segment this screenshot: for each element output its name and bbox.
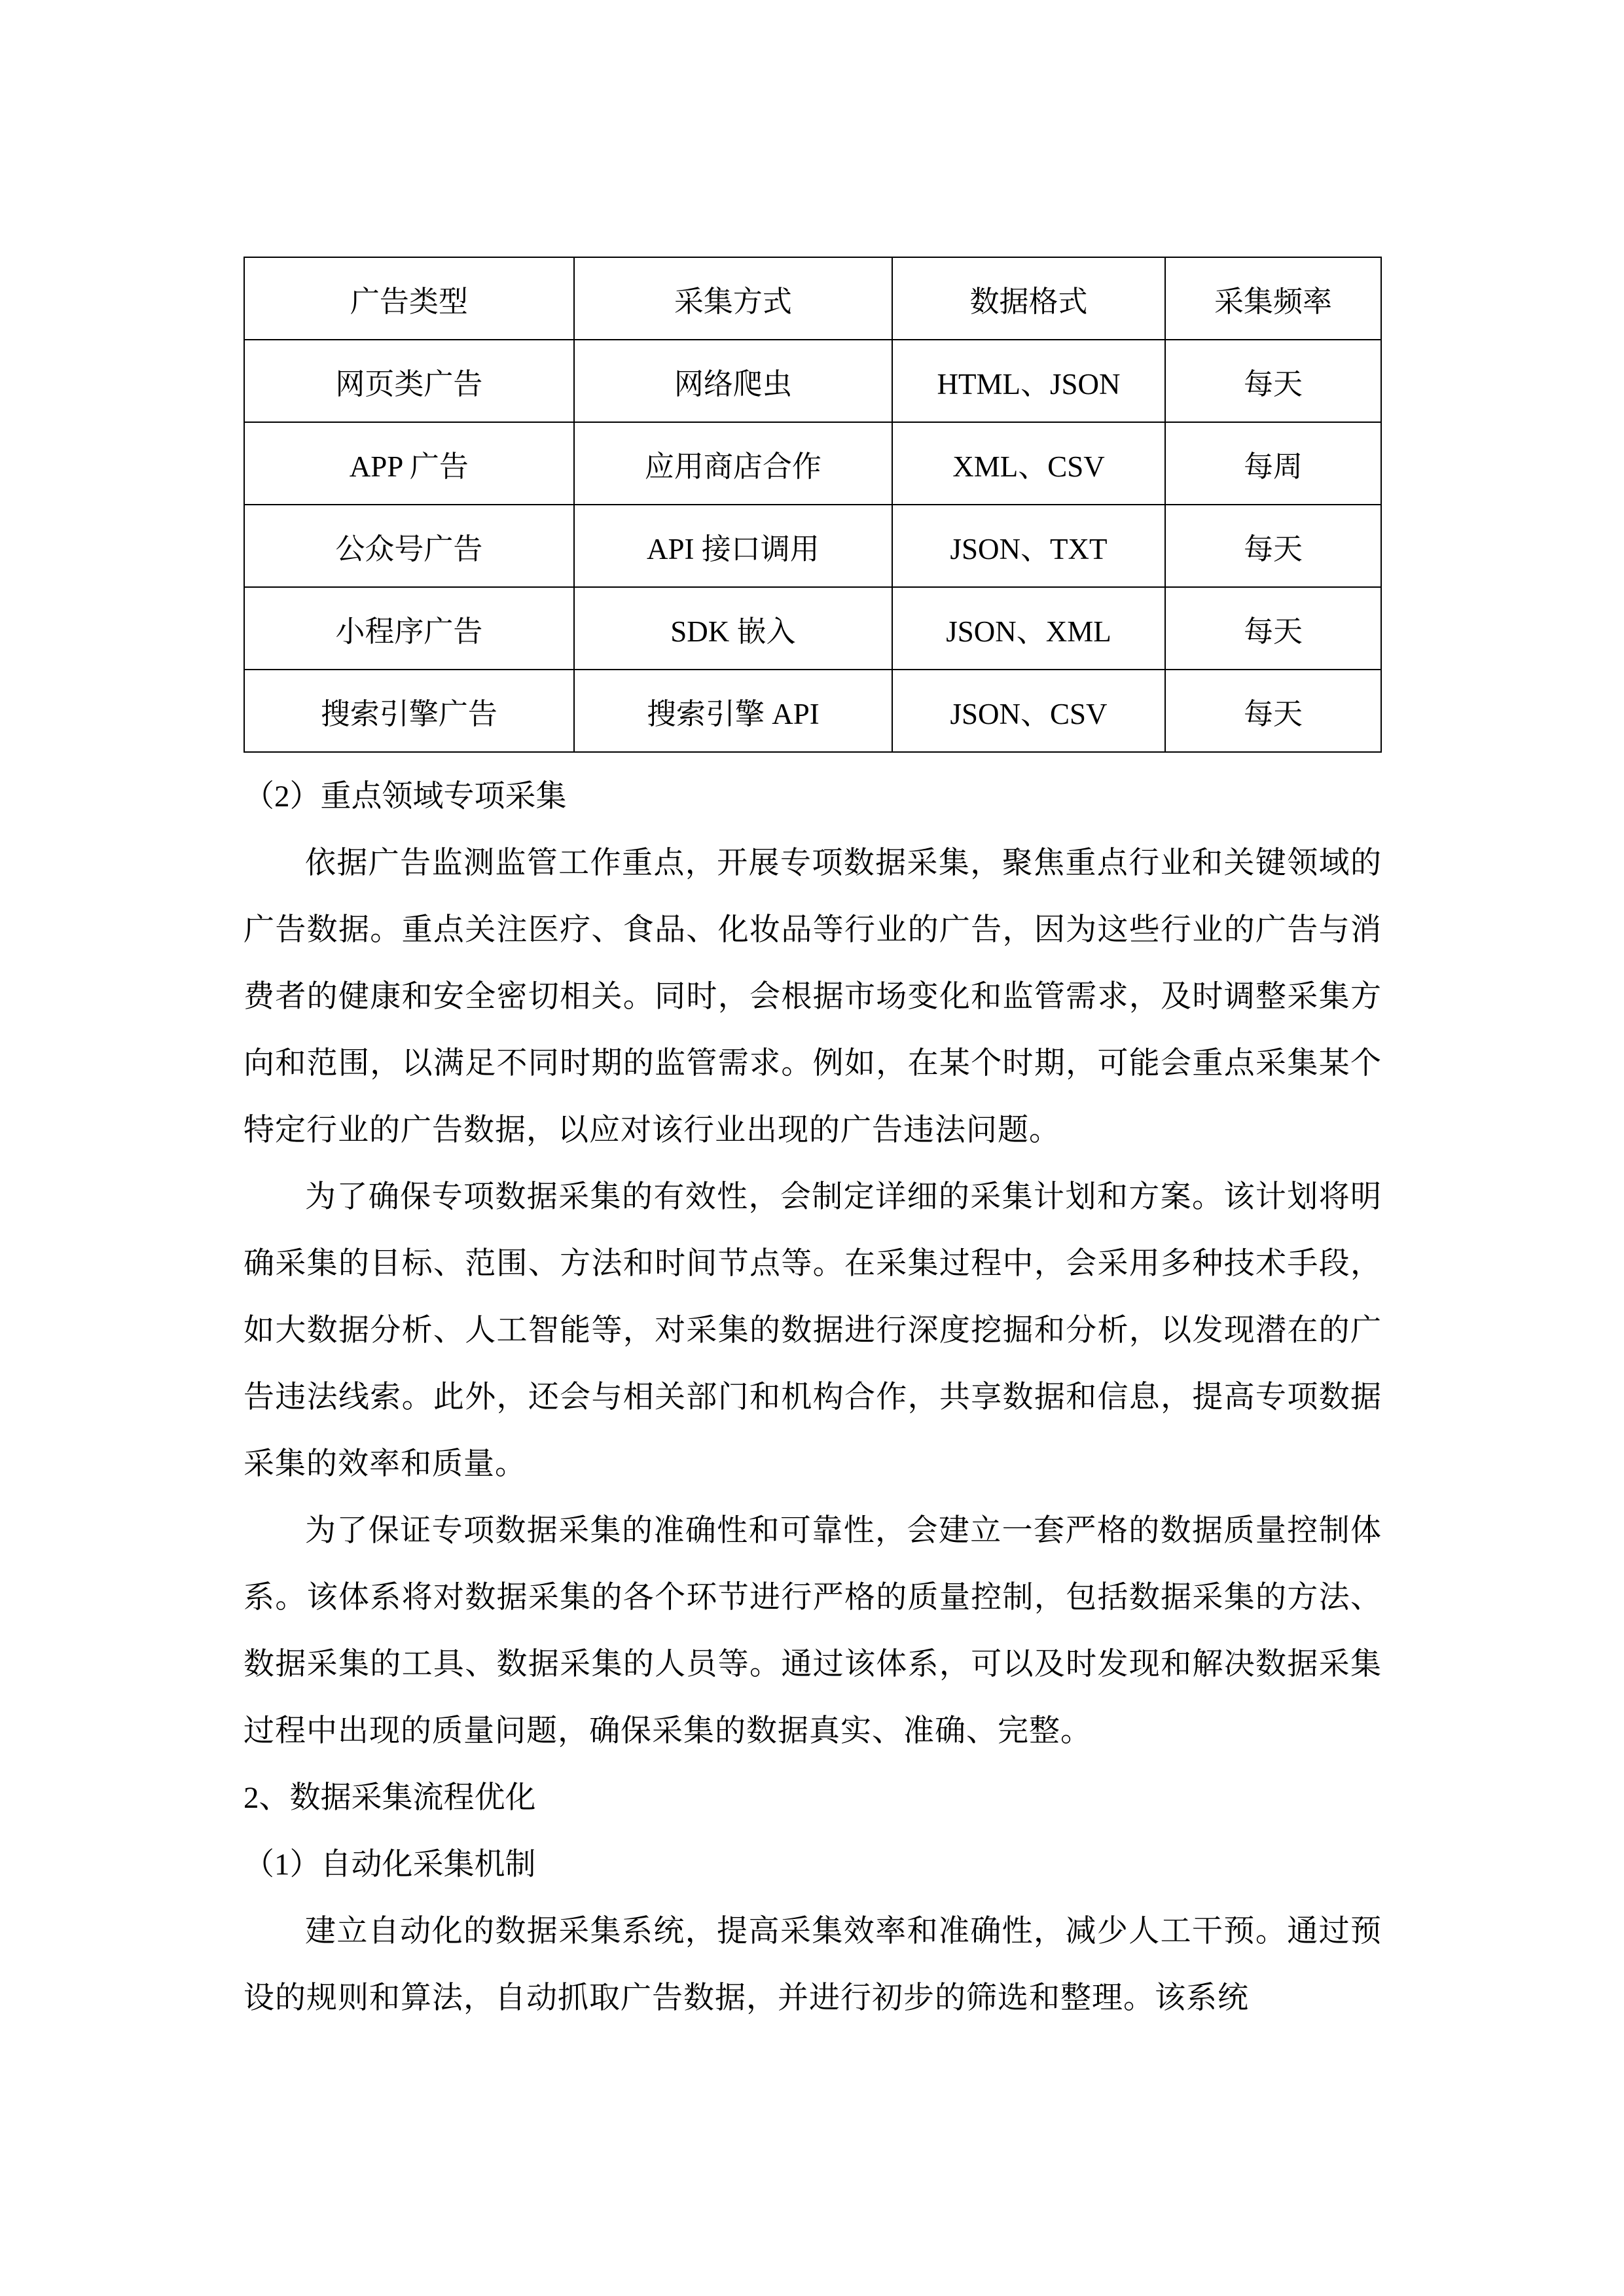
paragraph-automation-1: 建立自动化的数据采集系统，提高采集效率和准确性，减少人工干预。通过预设的规则和算法，自动抓取广告数据，并进行初步的筛选和整理。该系统 [244, 1914, 1382, 2015]
table-cell: 每天 [1165, 587, 1381, 670]
table-header-collection-method: 采集方式 [574, 257, 892, 340]
table-header-data-format: 数据格式 [892, 257, 1165, 340]
subsection-heading-special-collection: （2）重点领域专项采集 [244, 780, 567, 814]
table-cell: 公众号广告 [244, 505, 574, 587]
table-cell: 网络爬虫 [574, 340, 892, 422]
table-row [244, 505, 1381, 587]
table-row [244, 422, 1381, 505]
table-cell: JSON、TXT [892, 505, 1165, 587]
paragraph-special-collection-2: 为了确保专项数据采集的有效性，会制定详细的采集计划和方案。该计划将明确采集的目标、范围、方法和时间节点等。在采集过程中，会采用多种技术手段，如大数据分析、人工智能等，对采集的数据进行深度挖掘和分析，以发现潜在的广告违法线索。此外，还会与相关部门和机构合作，共享数据和信息，提高专项数据采集的效率和质量。 [244, 1180, 1382, 1481]
table-row [244, 670, 1381, 752]
table-cell: 小程序广告 [244, 587, 574, 670]
table-cell: XML、CSV [892, 422, 1165, 505]
table-cell: 搜索引擎 API [574, 670, 892, 752]
paragraph-special-collection-3: 为了保证专项数据采集的准确性和可靠性，会建立一套严格的数据质量控制体系。该体系将对数据采集的各个环节进行严格的质量控制，包括数据采集的方法、数据采集的工具、数据采集的人员等。通过该体系，可以及时发现和解决数据采集过程中出现的质量问题，确保采集的数据真实、准确、完整。 [244, 1514, 1382, 1748]
table-cell: 搜索引擎广告 [244, 670, 574, 752]
table-cell: APP 广告 [244, 422, 574, 505]
table-cell: HTML、JSON [892, 340, 1165, 422]
table-row [244, 340, 1381, 422]
table-cell: 每天 [1165, 340, 1381, 422]
table-header-ad-type: 广告类型 [244, 257, 574, 340]
table-cell: 每天 [1165, 670, 1381, 752]
table-cell: 网页类广告 [244, 340, 574, 422]
table-header-frequency: 采集频率 [1165, 257, 1381, 340]
table-cell: 每周 [1165, 422, 1381, 505]
table-header-row [244, 257, 1381, 340]
table-cell: 每天 [1165, 505, 1381, 587]
table-row [244, 587, 1381, 670]
section-heading-process-optimization: 2、数据采集流程优化 [244, 1781, 536, 1815]
table-cell: 应用商店合作 [574, 422, 892, 505]
subsection-heading-automation: （1）自动化采集机制 [244, 1848, 536, 1882]
table-cell: JSON、CSV [892, 670, 1165, 752]
ad-collection-table [244, 257, 1382, 753]
table-cell: API 接口调用 [574, 505, 892, 587]
paragraph-special-collection-1: 依据广告监测监管工作重点，开展专项数据采集，聚焦重点行业和关键领域的广告数据。重点关注医疗、食品、化妆品等行业的广告，因为这些行业的广告与消费者的健康和安全密切相关。同时，会根据市场变化和监管需求，及时调整采集方向和范围，以满足不同时期的监管需求。例如，在某个时期，可能会重点采集某个特定行业的广告数据，以应对该行业出现的广告违法问题。 [244, 846, 1382, 1147]
table-cell: SDK 嵌入 [574, 587, 892, 670]
table-cell: JSON、XML [892, 587, 1165, 670]
